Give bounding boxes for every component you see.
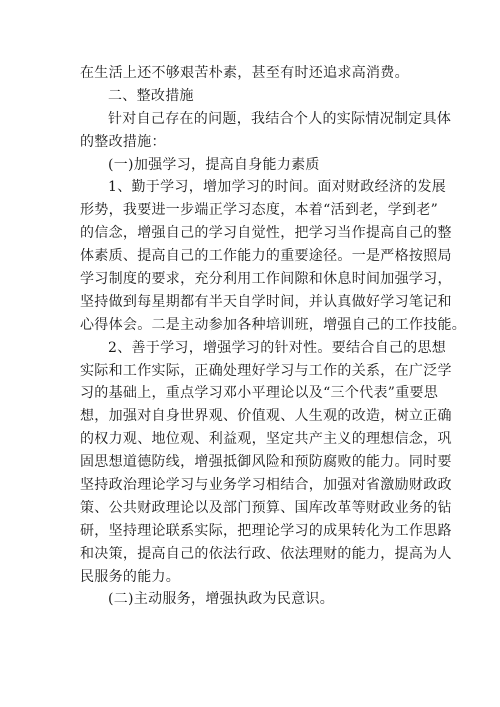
text-line: 想，加强对自身世界观、价值观、人生观的改造，树立正确: [80, 408, 452, 425]
text-line: 和决策，提高自己的依法行政、依法理财的能力，提高为人: [80, 545, 452, 562]
text-line: 2、善于学习，增强学习的针对性。要结合自己的思想: [108, 339, 447, 356]
text-line: 实际和工作实际，正确处理好学习与工作的关系，在广泛学: [80, 362, 452, 379]
text-line: 针对自己存在的问题，我结合个人的实际情况制定具体: [108, 110, 452, 127]
text-line: 体素质、提高自己的工作能力的重要途径。一是严格按照局: [80, 248, 452, 265]
text-line: 的信念，增强自己的学习自觉性，把学习当作提高自己的整: [80, 225, 452, 242]
subsection-heading: (一)加强学习，提高自身能力素质: [108, 156, 320, 173]
text-line: 习的基础上，重点学习邓小平理论以及“三个代表”重要思: [80, 385, 439, 402]
text-line: 心得体会。二是主动参加各种培训班，增强自己的工作技能。: [80, 316, 467, 333]
text-line: 在生活上还不够艰苦朴素，甚至有时还追求高消费。: [80, 65, 409, 81]
text-line: 的权力观、地位观、利益观，坚定共产主义的理想信念，巩: [80, 431, 452, 448]
text-line: 坚持做到每星期都有半天自学时间，并认真做好学习笔记和: [80, 293, 452, 310]
text-line: 策、公共财政理论以及部门预算、国库改革等财政业务的钻: [80, 499, 452, 516]
text-line: 固思想道德防线，增强抵御风险和预防腐败的能力。同时要: [80, 454, 452, 471]
section-heading: 二、整改措施: [108, 87, 194, 104]
text-line: 的整改措施：: [80, 133, 166, 150]
subsection-heading: (二)主动服务，增强执政为民意识。: [108, 591, 335, 608]
text-line: 学习制度的要求，充分利用工作间隙和休息时间加强学习，: [80, 271, 452, 288]
text-line: 民服务的能力。: [80, 568, 181, 585]
text-line: 坚持政治理论学习与业务学习相结合，加强对省激励财政政: [80, 477, 452, 494]
text-line: 形势，我要进一步端正学习态度，本着“活到老，学到老”: [80, 202, 439, 219]
text-line: 1、勤于学习，增加学习的时间。面对财政经济的发展: [108, 179, 447, 196]
text-line: 研，坚持理论联系实际，把理论学习的成果转化为工作思路: [80, 522, 452, 539]
document-body: [80, 62, 467, 611]
